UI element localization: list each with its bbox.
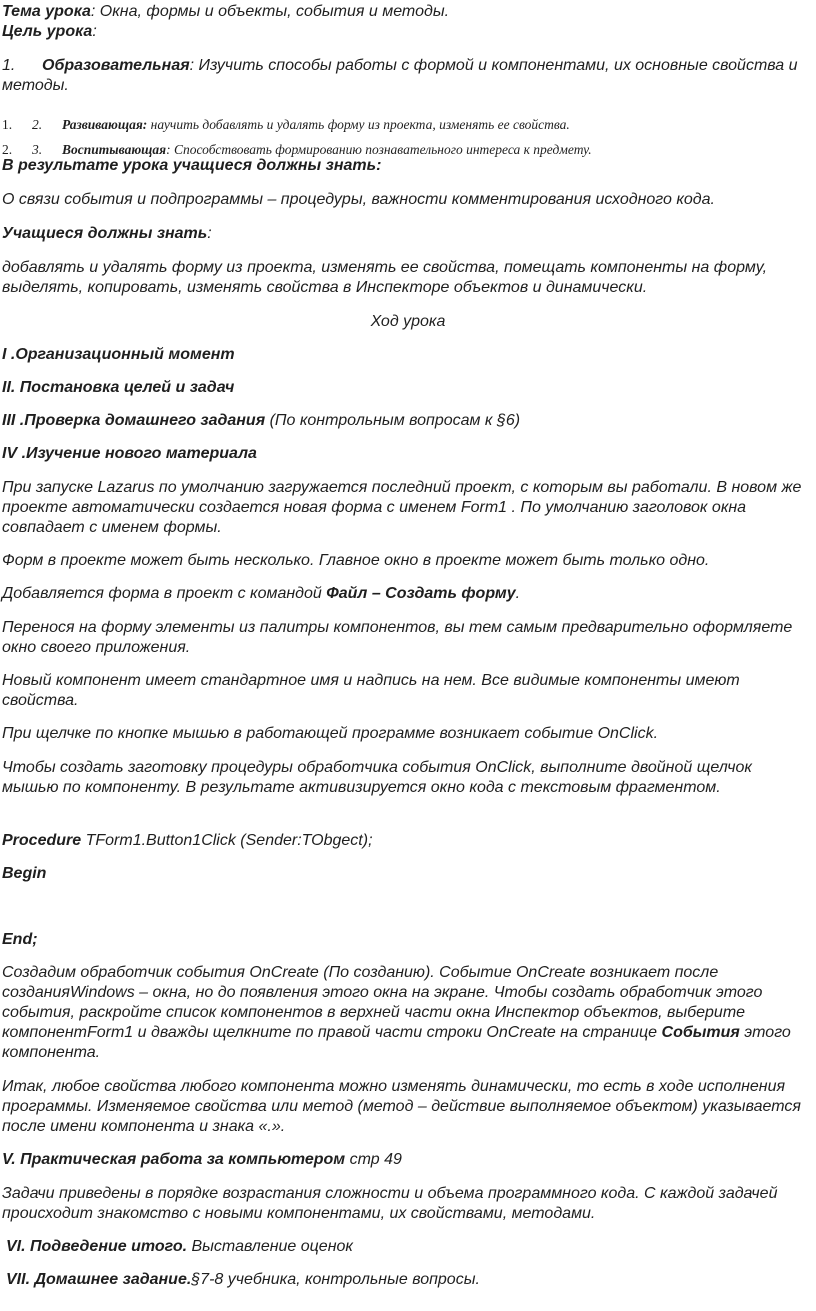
paragraph-new-component: Новый компонент имеет стандартное имя и надпись на нем. Все видимые компоненты имеют свойства. [2,672,740,709]
stage-7: VII. Домашнее задание.§7-8 учебника, контрольные вопросы. [6,1271,480,1288]
topic-line: Тема урока: Окна, формы и объекты, события и методы. [2,3,450,20]
result-text: О связи события и подпрограммы – процедуры, важности комментирования исходного кода. [2,191,715,208]
stage-6: VI. Подведение итого. Выставление оценок [6,1238,353,1255]
goal-3-number: 3. [32,142,43,157]
paragraph-dynamic: Итак, любое свойства любого компонента можно изменять динамически, то есть в ходе исполнения программы. Изменяемое свойства или метод (метод – действие выполняемое объектом) указывается после имени компонента и знака «.». [2,1078,801,1135]
paragraph-tasks: Задачи приведены в порядке возрастания сложности и объема программного кода. С каждой задачей происходит знакомство с новыми компонентами, их свойствами, методами. [2,1185,778,1222]
stage-5: V. Практическая работа за компьютером стр 49 [2,1151,402,1168]
goal-3-text: Способствовать формированию познавательного интереса к предмету. [170,142,592,157]
stage-2: II. Постановка целей и задач [2,379,235,396]
goal-2 [2,117,808,133]
course-title: Ход урока [370,313,446,330]
paragraph-forms-count: Форм в проекте может быть несколько. Главное окно в проекте может быть только одно. [2,552,710,569]
topic-text: Окна, формы и объекты, события и методы. [95,3,450,20]
result-heading: В результате урока учащиеся должны знать: [2,157,382,174]
goal-line: Цель урока: [2,23,97,40]
goal-2-number: 2. [32,117,43,132]
skills-text: добавлять и удалять форму из проекта, изменять ее свойства, помещать компоненты на форму, выделять, копировать, изменять свойства в Инспекторе объектов и динамически. [2,259,768,296]
goal-label: Цель урока [2,23,93,40]
goal-1-text: Изучить способы работы с формой и компонентами, их основные свойства и методы. [2,57,798,94]
stage-1: I .Организационный момент [2,346,235,363]
paragraph-palette: Перенося на форму элементы из палитры компонентов, вы тем самым предварительно оформляете окно своего приложения. [2,619,793,656]
topic-label: Тема урока [2,3,91,20]
paragraph-onclick: При щелчке по кнопке мышью в работающей программе возникает событие OnClick. [2,725,659,742]
goal-2-outer-number: 1. [2,117,13,132]
goal-2-text: научить добавлять и удалять форму из проекта, изменять ее свойства. [147,117,570,132]
goal-3-label: Воспитывающая [62,142,167,157]
goal-2-label: Развивающая: [62,117,148,132]
goal-1-number: 1. [2,57,16,74]
paragraph-handler: Чтобы создать заготовку процедуры обработчика события OnClick, выполните двойной щелчок мышью по компоненту. В результате активизируется окно кода с текстовым фрагментом. [2,759,752,796]
menu-command: Файл – Создать форму [326,585,516,602]
skills-heading: Учащиеся должны знать: [2,225,212,242]
stage-3: III .Проверка домашнего задания (По контрольным вопросам к §6) [2,412,521,429]
goal-1: 1. Образовательная: Изучить способы работы с формой и компонентами, их основные свойства и методы. [2,57,798,94]
stage-4: IV .Изучение нового материала [2,445,257,462]
paragraph-add-form: Добавляется форма в проект с командой Файл – Создать форму. [2,585,521,602]
code-procedure: Procedure TForm1.Button1Click (Sender:TObgect); [2,832,373,849]
events-tab-name: События [661,1024,740,1041]
goal-1-label: Образовательная [42,57,190,74]
goal-3-outer-number: 2. [2,142,13,157]
goal-3: 2. 3. Воспитывающая: Способствовать формированию познавательного интереса к предмету. [2,142,592,157]
code-end: End; [2,931,38,948]
paragraph-lazarus: При запуске Lazarus по умолчанию загружается последний проект, с которым вы работали. В новом же проекте автоматически создается новая форма с именем Form1 . По умолчанию заголовок окна совпадает с именем формы. [2,479,802,536]
paragraph-oncreate: Создадим обработчик события OnCreate (По созданию). Событие OnCreate возникает после созданияWindows – окна, но до появления этого окна на экране. Чтобы создать обработчик этого события, раскройте список компонентов в верхней части окна Инспектор объектов, выберите компонентForm1 и дважды щелкните по правой части строки OnCreate на странице События этого компонента. [2,964,791,1061]
code-begin: Begin [2,865,47,882]
